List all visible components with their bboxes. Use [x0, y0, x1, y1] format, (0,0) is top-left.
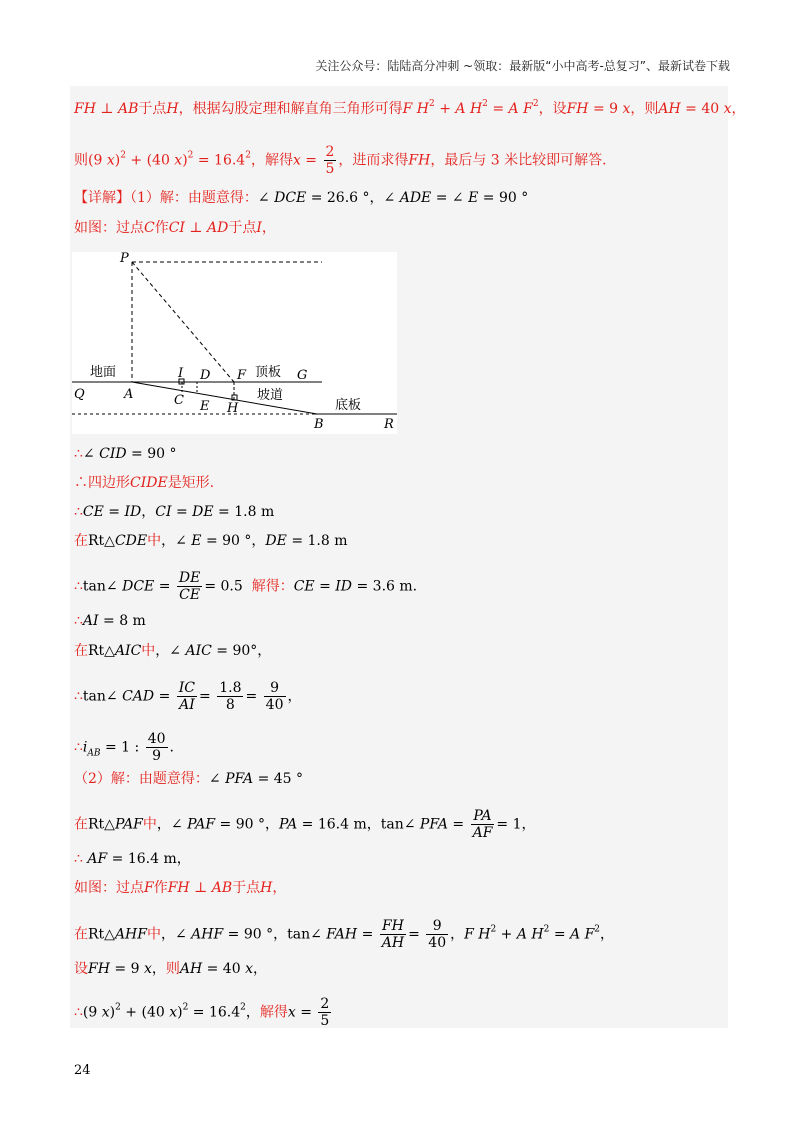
detail-line-15: 在Rt△PAF中，∠ PAF = 90 °，PA = 16.4 m，tan∠ PFA = $\frac{PA}{AF}$ = 1， [74, 808, 536, 841]
label-b: B [314, 417, 324, 432]
detail-line-3: 【详解】（1）解：由题意得：∠ DCE = 26.6 °，∠ ADE = ∠ E = 90 ° [74, 190, 529, 206]
label-ramp: 坡道 [257, 388, 284, 403]
label-c: C [174, 393, 184, 408]
geometry-diagram [72, 252, 397, 434]
analysis-line-2: 则(9 x)$^2$ + (40 $x)^2 = 16.4^2$，解得x = $\frac{2}{5}$ ，进而求得FH，最后与 3 米比较即可解答. [74, 144, 607, 177]
analysis-line-1: FH ⊥ AB于点H，根据勾股定理和解直角三角形可得F $H^2 + A$ $H^2 = A$ $F^2$，设FH = 9 x，则AH = 40 x， [74, 99, 746, 117]
label-f: F [237, 368, 247, 383]
label-p: P [120, 252, 129, 266]
detail-line-4: 如图：过点C作CI ⊥ AD于点I， [74, 220, 276, 236]
detail-line-17: 如图：过点F作FH ⊥ AB于点H， [74, 880, 287, 896]
label-i: I [178, 366, 184, 381]
label-g: G [297, 368, 308, 383]
label-floor: 底板 [335, 398, 362, 413]
detail-line-20: ∴(9 x)$^2$ + (40 $x)^2 = 16.4^2$，解得x = $\frac{2}{5}$ [74, 996, 330, 1029]
ramp-line [132, 382, 317, 414]
detail-line-6: ∴四边形CIDE是矩形. [74, 475, 215, 491]
detail-line-19: 设FH = 9 x，则AH = 40 x， [74, 961, 267, 977]
label-ground: 地面 [90, 365, 117, 380]
detail-line-10: ∴AI = 8 m [74, 613, 146, 629]
label-e: E [200, 399, 210, 414]
label-r: R [384, 417, 394, 432]
detail-line-18: 在Rt△AHF中，∠ AHF = 90 °，tan∠ FAH = $\frac{FH}{AH}$ = $\frac{9}{40}$ ，F $H^2 + A$ $H^2 = A$ $F^2$， [74, 918, 615, 951]
label-roof: 顶板 [255, 365, 282, 380]
solution-panel [70, 86, 746, 1029]
detail-line-8: 在Rt△CDE中，∠ E = 90 °，DE = 1.8 m [74, 533, 348, 549]
label-q: Q [74, 387, 85, 402]
detail-line-13: $\therefore i_{AB} = 1$ : $\frac{40}{9}$ . [74, 731, 174, 764]
detail-line-16: ∴ AF = 16.4 m， [74, 851, 191, 867]
label-d: D [200, 368, 211, 383]
label-a: A [124, 387, 134, 402]
pf-dashed [132, 262, 234, 382]
label-h: H [227, 401, 239, 416]
detail-line-5: ∴∠ CID = 90 ° [74, 446, 177, 462]
detail-line-7: ∴CE = ID，CI = DE = 1.8 m [74, 504, 275, 520]
detail-line-9: ∴tan∠ DCE = $\frac{DE}{CE}$ = 0.5 解得：CE = ID = 3.6 m. [74, 570, 418, 603]
page-number: 24 [74, 1063, 91, 1078]
detail-line-11: 在Rt△AIC中，∠ AIC = 90°， [74, 643, 272, 659]
detail-tag: 【详解】 [74, 190, 130, 206]
fraction: $\frac{2}{5}$ [325, 144, 335, 177]
detail-line-14: （2）解：由题意得：∠ PFA = 45 ° [74, 771, 304, 787]
page-header: 关注公众号：陆陆高分冲刺 ~领取：最新版“小中高考-总复习”、最新试卷下载 [315, 59, 730, 73]
detail-line-12: ∴tan∠ CAD = $\frac{IC}{AI}$ = $\frac{1.8}{8}$ = $\frac{9}{40}$ ， [74, 680, 302, 713]
